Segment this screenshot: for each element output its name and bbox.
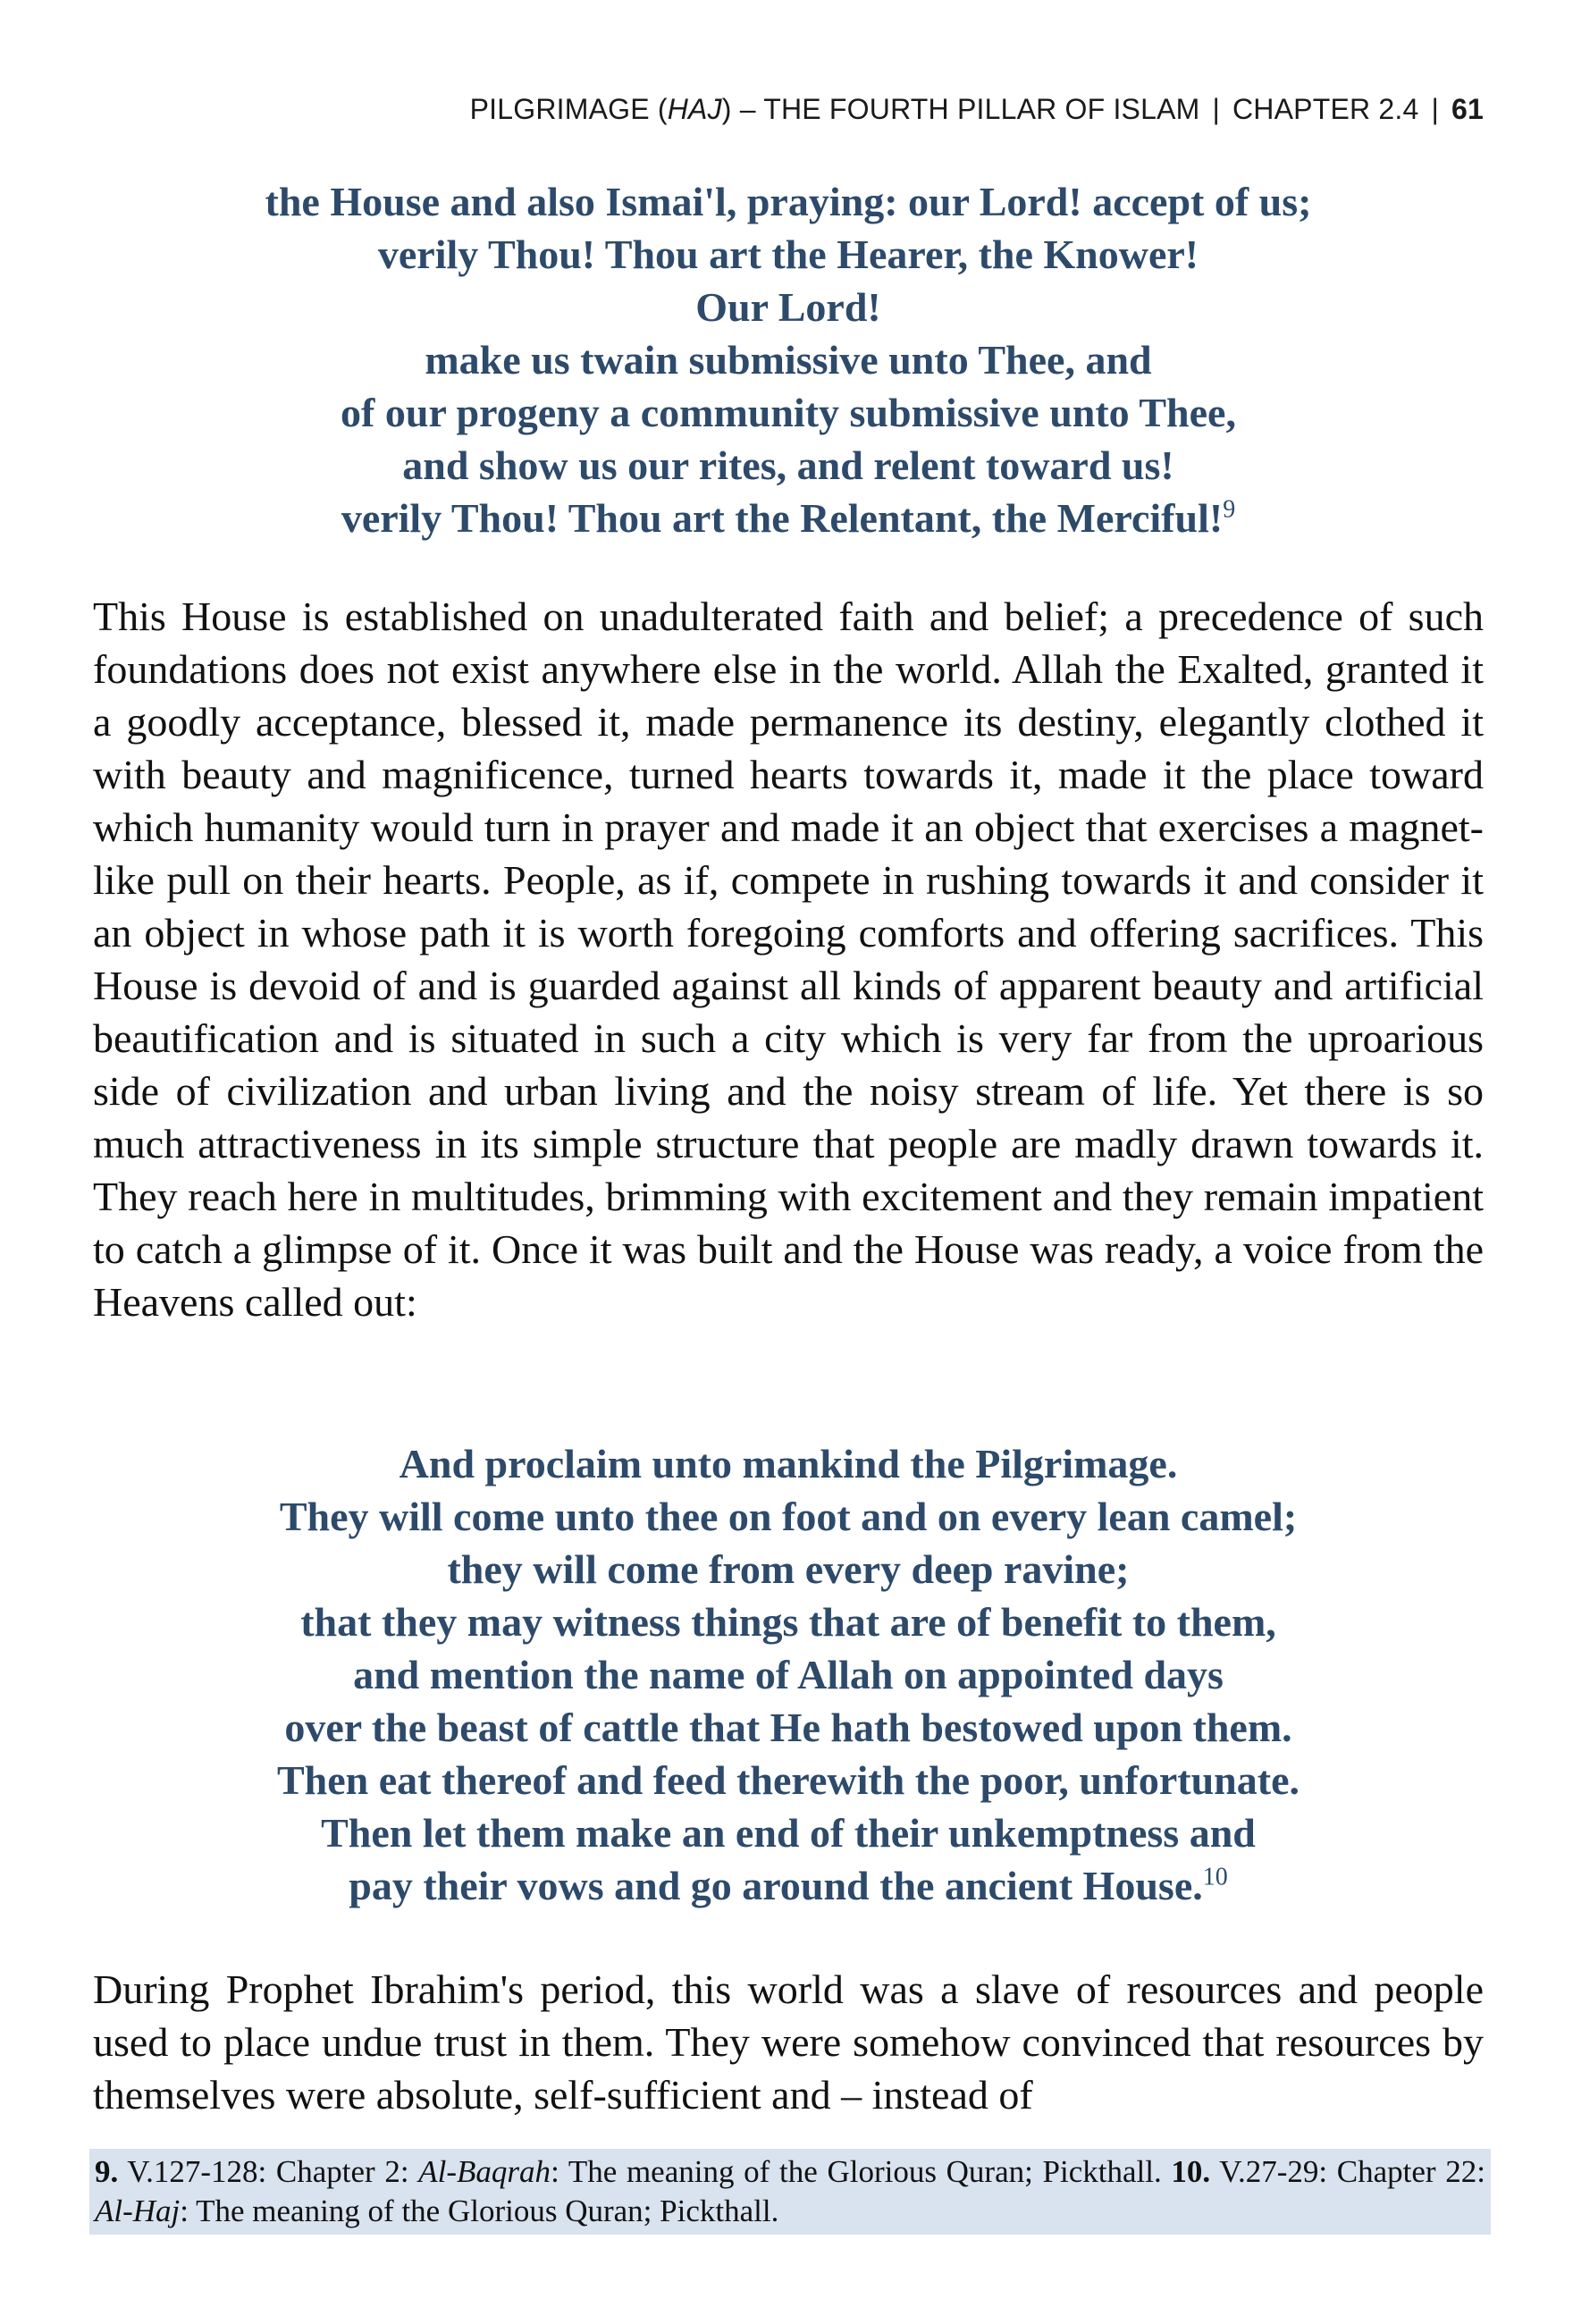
quran-verse-block [93, 1437, 1484, 1912]
quran-verse-block [93, 175, 1484, 544]
footnote-ref: 9 [1223, 495, 1236, 524]
page-number: 61 [1451, 93, 1484, 125]
footnote-text: V.127-128: Chapter 2: [118, 2154, 419, 2189]
footnote-ref: 10 [1202, 1863, 1228, 1891]
verse-line: They will come unto thee on foot and on every lean camel; [279, 1494, 1298, 1539]
footnote-source-title: Al-Baqrah [418, 2154, 551, 2189]
verse-line: verily Thou! Thou art the Hearer, the Knower! [377, 232, 1199, 277]
running-header [470, 93, 1484, 126]
verse-line: make us twain submissive unto Thee, and [425, 337, 1152, 383]
header-chapter: CHAPTER 2.4 [1232, 93, 1419, 125]
verse-line: that they may witness things that are of benefit to them, [300, 1599, 1276, 1645]
verse-line-text: verily Thou! Thou art the Relentant, the Merciful! [341, 495, 1224, 541]
header-title-suffix: ) – THE FOURTH PILLAR OF ISLAM [721, 93, 1200, 125]
verse-line: Our Lord! [695, 284, 881, 330]
body-paragraph: This House is established on unadulterated faith and belief; a precedence of such foundations does not exist anywhere else in the world. Allah the Exalted, granted it a goodly acceptance, blessed it, made permanence its destiny, elegantly clothed it with beauty and magnificence, turned hearts towards it, made it the place toward which humanity would turn in prayer and made it an object that exercises a magnet-like pull on their hearts. People, as if, compete in rushing towards it and consider it an object in whose path it is worth foregoing comforts and offering sacrifices. This House is devoid of and is guarded against all kinds of apparent beauty and artificial beautification and is situated in such a city which is very far from the uproarious side of civilization and urban living and the noisy stream of life. Yet there is so much attractiveness in its simple structure that people are madly drawn towards it. They reach here in multitudes, brimming with excitement and they remain impatient to catch a glimpse of it. Once it was built and the House was ready, a voice from the Heavens called out: [93, 594, 1484, 1325]
body-paragraph: During Prophet Ibrahim's period, this world was a slave of resources and people used to place undue trust in them. They were somehow convinced that resources by themselves were absolute, self-sufficient and – instead of [93, 1966, 1484, 2118]
footnote-number: 10. [1171, 2154, 1211, 2189]
header-separator: | [1212, 93, 1220, 125]
footnote-number: 9. [95, 2154, 119, 2189]
verse-line: Then let them make an end of their unkemptness and [321, 1810, 1256, 1856]
verse-line: Then eat thereof and feed therewith the poor, unfortunate. [277, 1757, 1300, 1803]
verse-line: and show us our rites, and relent toward us! [402, 442, 1174, 488]
header-separator: | [1431, 93, 1439, 125]
verse-line-last [93, 1859, 1484, 1912]
verse-line-last [93, 492, 1484, 544]
footnote-text: : The meaning of the Glorious Quran; Pickthall. [180, 2193, 779, 2228]
footnote-text: V.27-29: Chapter 22: [1210, 2154, 1486, 2189]
verse-line: And proclaim unto mankind the Pilgrimage. [399, 1441, 1178, 1486]
verse-line-text: pay their vows and go around the ancient House. [349, 1863, 1203, 1908]
footnote-text: : The meaning of the Glorious Quran; Pickthall. [551, 2154, 1172, 2189]
footnote-source-title: Al-Haj [95, 2193, 181, 2228]
footnotes-box [89, 2149, 1491, 2235]
verse-line: of our progeny a community submissive unto Thee, [341, 390, 1236, 435]
verse-line: and mention the name of Allah on appointed days [353, 1652, 1224, 1697]
verse-line: the House and also Ismai'l, praying: our Lord! accept of us; [265, 179, 1312, 224]
verse-line: over the beast of cattle that He hath bestowed upon them. [284, 1705, 1292, 1750]
header-title-prefix: PILGRIMAGE ( [469, 93, 668, 125]
verse-line: they will come from every deep ravine; [447, 1546, 1130, 1592]
header-title-italic: HAJ [667, 93, 722, 125]
